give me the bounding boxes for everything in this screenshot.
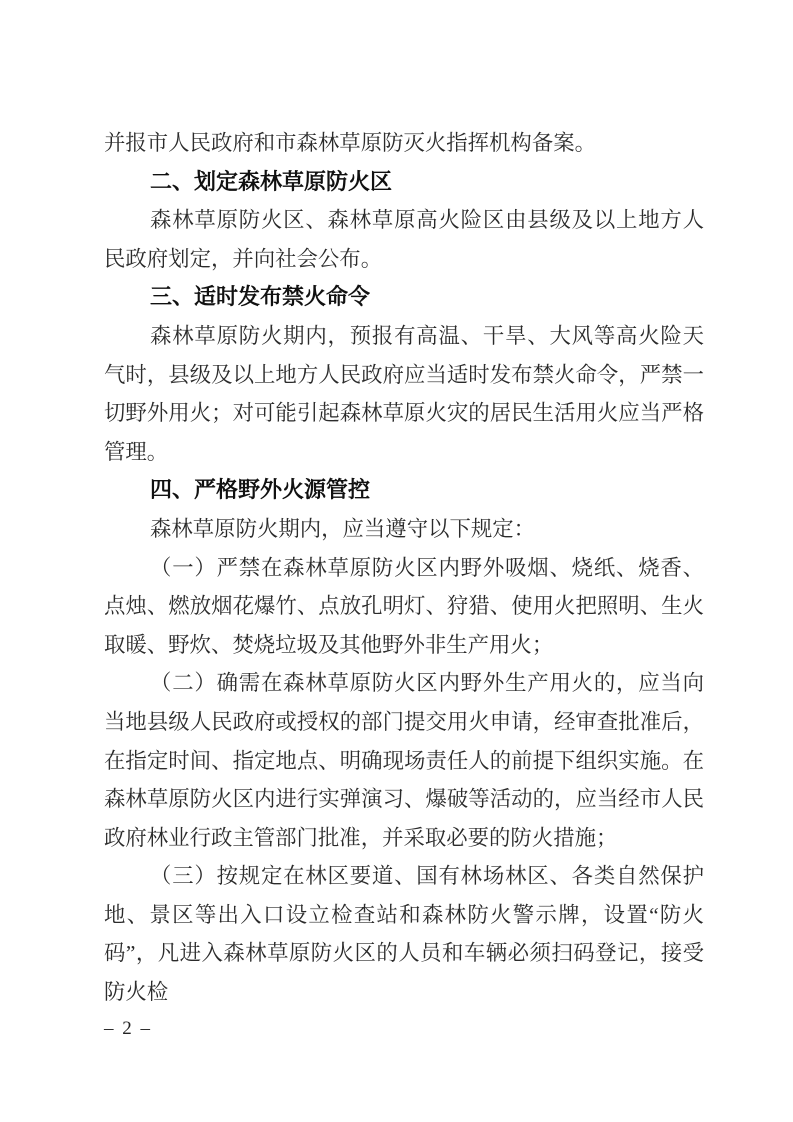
section-heading-2: 二、划定森林草原防火区 — [150, 168, 393, 194]
paragraph: 森林草原防火期内，预报有高温、干旱、大风等高火险天气时，县级及以上地方人民政府应当适时发布禁火命令，严禁一切野外用火；对可能引起森林草原火灾的居民生活用火应当严格管理。 — [104, 323, 704, 464]
section-heading-4: 四、严格野外火源管控 — [150, 477, 371, 503]
document-body — [104, 124, 704, 1012]
section-heading-3: 三、适时发布禁火命令 — [150, 284, 371, 310]
paragraph-continuation: 并报市人民政府和市森林草原防灭火指挥机构备案。 — [104, 131, 596, 155]
paragraph-item-3: （三）按规定在林区要道、国有林场林区、各类自然保护地、景区等出入口设立检查站和森林防火警示牌，设置“防火码”，凡进入森林草原防火区的人员和车辆必须扫码登记，接受防火检 — [104, 864, 704, 1005]
paragraph-item-2: （二）确需在森林草原防火区内野外生产用火的，应当向当地县级人民政府或授权的部门提交用火申请，经审查批准后，在指定时间、指定地点、明确现场责任人的前提下组织实施。在森林草原防火区内进行实弹演习、爆破等活动的，应当经市人民政府林业行政主管部门批准，并采取必要的防火措施； — [104, 671, 704, 850]
paragraph: 森林草原防火区、森林草原高火险区由县级及以上地方人民政府划定，并向社会公布。 — [104, 208, 704, 271]
page-number: – 2 – — [104, 1018, 152, 1039]
paragraph: 森林草原防火期内，应当遵守以下规定： — [150, 516, 536, 541]
paragraph-item-1: （一）严禁在森林草原防火区内野外吸烟、烧纸、烧香、点烛、燃放烟花爆竹、点放孔明灯、狩猎、使用火把照明、生火取暖、野炊、焚烧垃圾及其他野外非生产用火； — [104, 555, 704, 657]
